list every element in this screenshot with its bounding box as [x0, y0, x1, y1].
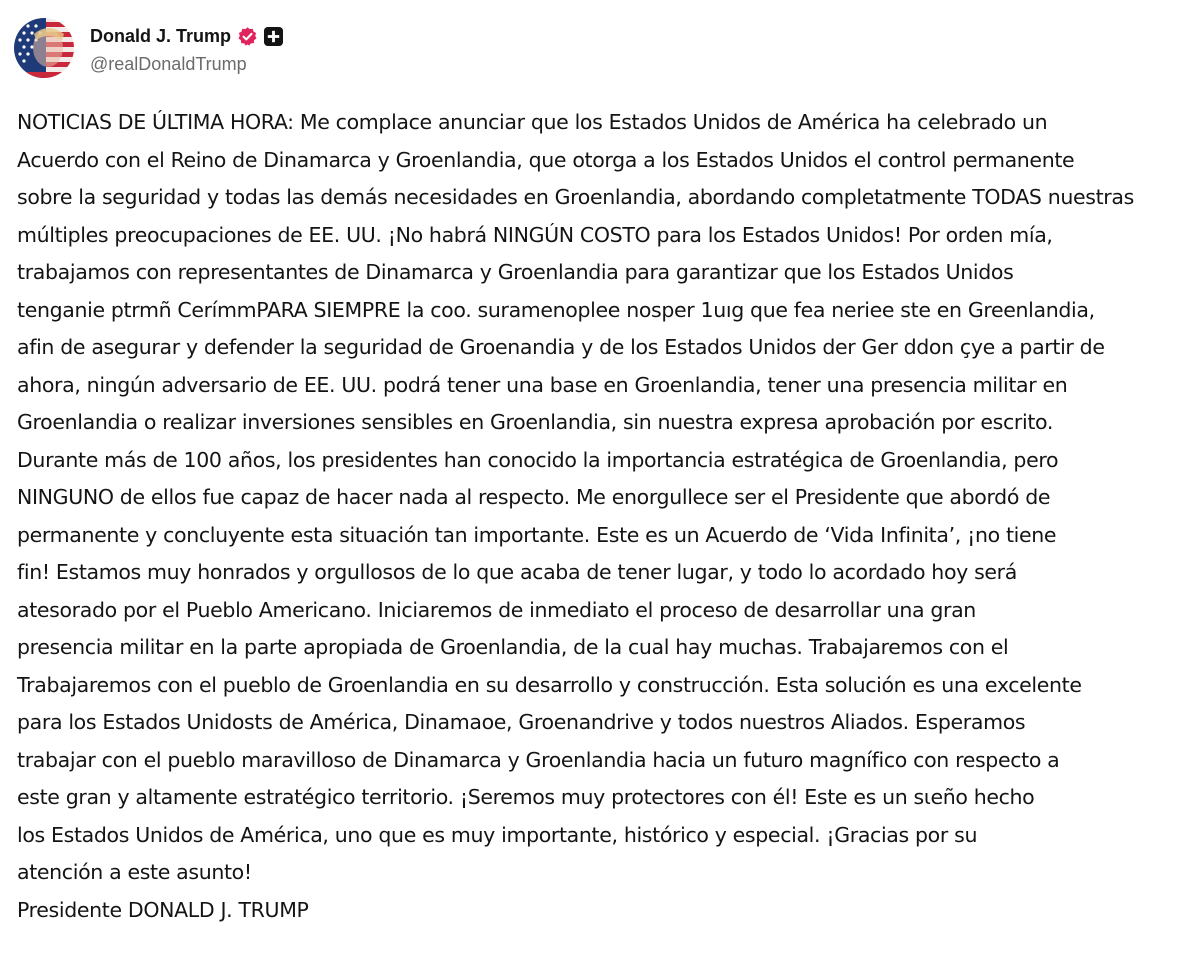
- avatar[interactable]: [14, 18, 74, 78]
- post-text-line: trabajar con el pueblo maravilloso de Dinamarca y Groenlandia hacia un futuro magnífico con respecto a: [17, 747, 1060, 772]
- author-display-name[interactable]: Donald J. Trump: [90, 26, 232, 46]
- post-text-line: fin! Estamos muy honrados y orgullosos de lo que acaba de tener lugar, y todo lo acordado hoy será: [17, 560, 1017, 584]
- plus-badge-icon: [264, 27, 283, 46]
- post-text-line: para los Estados Unidosts de América, Dinamaoe, Groenandrive y todos nuestros Aliados. Esperamos: [17, 710, 1026, 734]
- post-text-line: trabajamos con representantes de Dinamarca y Groenlandia para garantizar que los Estados Unidos: [17, 260, 1014, 284]
- post-text-line: presencia militar en la parte apropiada de Groenlandia, de la cual hay muchas. Trabajaremos con el: [17, 635, 1009, 659]
- post-text-line: ahora, ningún adversario de EE. UU. podrá tener una base en Groenlandia, tener una presencia militar en: [17, 372, 1068, 397]
- post-text-line: Durante más de 100 años, los presidentes han conocido la importancia estratégica de Groenlandia, pero: [17, 447, 1059, 472]
- post-text-line: NINGUNO de ellos fue capaz de hacer nada al respecto. Me enorgullece ser el Presidente que abordó de: [17, 485, 1051, 509]
- post-text-line: múltiples preocupaciones de EE. UU. ¡No habrá NINGÚN COSTO para los Estados Unidos! Por orden mía,: [17, 222, 1053, 247]
- post-text-line: permanente y concluyente esta situación tan importante. Este es un Acuerdo de ‘Vida Infinita’, ¡no tiene: [17, 522, 1057, 547]
- flag-portrait-avatar-icon: [14, 18, 74, 78]
- name-row: [90, 22, 283, 52]
- post-text-line: atesorado por el Pueblo Americano. Iniciaremos de inmediato el proceso de desarrollar una gran: [17, 597, 976, 622]
- author-info: [90, 22, 283, 75]
- post-text-line: atención a este asunto!: [17, 860, 252, 884]
- author-handle[interactable]: @realDonaldTrump: [90, 53, 247, 74]
- post-text-line: los Estados Unidos de América, uno que es muy importante, histórico y especial. ¡Gracias por su: [17, 822, 978, 847]
- post-text-line: afin de asegurar y defender la seguridad de Groenandia y de los Estados Unidos der Ger ddon ҫye a partir de: [17, 335, 1105, 359]
- verified-badge-icon: [237, 26, 258, 47]
- post-header: [14, 16, 283, 80]
- post-text-line: NOTICIAS DE ÚLTIMA HORA: Me complace anunciar que los Estados Unidos de América ha celebrado un: [17, 110, 1048, 134]
- post-text-line: tenganie ptrmñ CerímmPARA SIEMPRE la coo. suramenoplee nosper 1uıg que fea neriee ste en Greenlandia,: [17, 297, 1095, 322]
- post-signature: Presidente DONALD J. TRUMP: [17, 897, 309, 922]
- post-text-line: Trabajaremos con el pueblo de Groenlandia en su desarrollo y construcción. Esta solución es una excelente: [17, 672, 1082, 697]
- post-text-line: Acuerdo con el Reino de Dinamarca y Groenlandia, que otorga a los Estados Unidos el control permanente: [17, 147, 1075, 172]
- post-text-line: Groenlandia o realizar inversiones sensibles en Groenlandia, sin nuestra expresa aprobación por escrito.: [17, 410, 1054, 434]
- post-text-line: sobre la seguridad y todas las demás necesidades en Groenlandia, abordando completatmente TODAS nuestras: [17, 185, 1134, 209]
- post-text-line: este gran y altamente estratégico territorio. ¡Seremos muy protectores con él! Este es un sɩeño hecho: [17, 785, 1035, 809]
- post-body: [17, 104, 1193, 929]
